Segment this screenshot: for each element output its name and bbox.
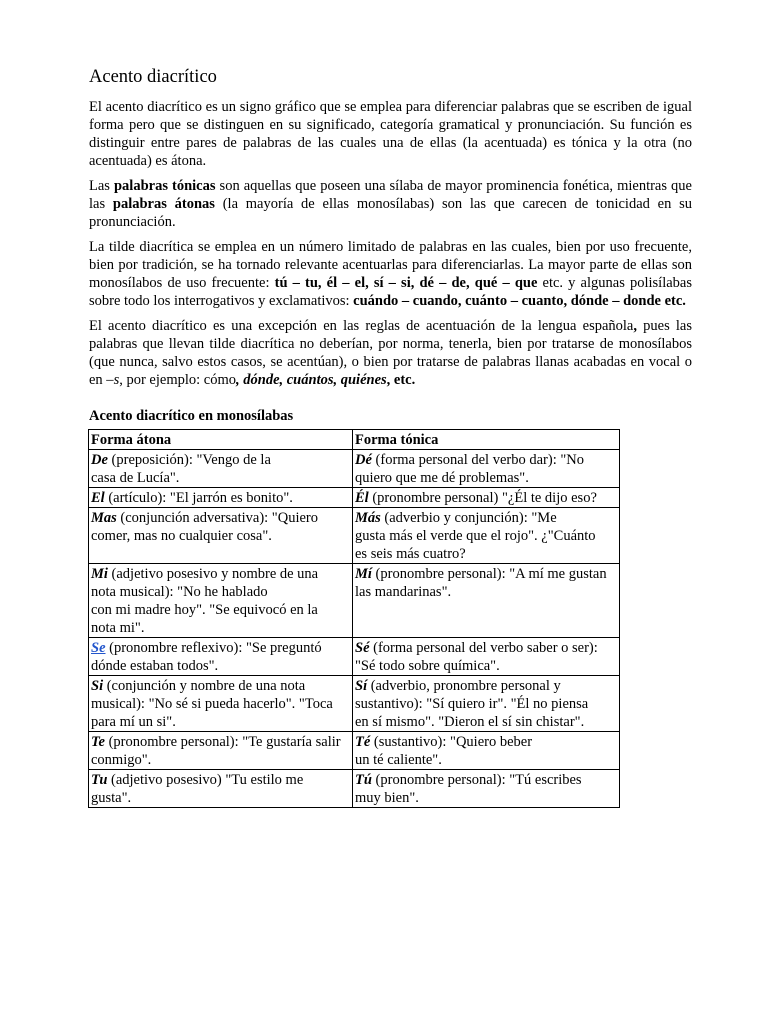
monosyllable-accent-table (88, 429, 620, 808)
term-description: (conjunción adversativa): "Quiero comer, mas no cualquier cosa". (91, 510, 318, 544)
header-forma-tonica: Forma tónica (353, 430, 620, 450)
cell-atona (89, 564, 353, 638)
term: Tú (355, 772, 372, 788)
table-row (89, 770, 620, 808)
bold-text: cuándo – cuando, cuánto – cuanto, dónde – donde etc. (353, 293, 686, 309)
cell-tonica (353, 450, 620, 488)
term-description: (adjetivo posesivo) "Tu estilo me gusta". (91, 772, 304, 806)
italic-text: s (113, 372, 120, 388)
paragraph-tonic-atonic (89, 177, 692, 231)
table-caption: Acento diacrítico en monosílabas (89, 408, 294, 424)
term-description: (artículo): "El jarrón es bonito". (104, 490, 293, 506)
term: Él (355, 490, 369, 506)
bold-text: tú – tu, él – el, sí – si, dé – de, qué – que (274, 275, 538, 291)
term: El (91, 490, 105, 506)
bold-text: palabras átonas (112, 196, 215, 212)
term-description: (pronombre personal): "A mí me gustan las mandarinas". (355, 566, 607, 600)
table-row (89, 508, 620, 564)
paragraph-text: (la mayoría de ellas monosílabas) son las que carecen de tonicidad en su pronunciación. (89, 196, 693, 230)
cell-tonica (353, 508, 620, 564)
term: Dé (355, 452, 372, 468)
cell-tonica (353, 732, 620, 770)
term: Tu (91, 772, 108, 788)
bold-italic-text: , dónde, cuántos, quiénes (236, 372, 387, 388)
paragraph-exception (89, 317, 692, 389)
term-description: (adverbio, pronombre personal y sustantivo): "Sí quiero ir". "Él no piensa en sí mismo". "Dieron el sí sin chistar". (355, 678, 589, 730)
cell-atona (89, 450, 353, 488)
paragraph-text: etc. y algunas polisílabas sobre todo los interrogativos y exclamativos: (89, 275, 693, 309)
table-row (89, 676, 620, 732)
bold-text: , etc. (386, 372, 416, 388)
bold-text: palabras tónicas (113, 178, 216, 194)
cell-tonica (353, 488, 620, 508)
term: Sé (355, 640, 370, 656)
term: Mas (91, 510, 117, 526)
document-title: Acento diacrítico (89, 67, 217, 87)
paragraph-text: Las (89, 178, 114, 194)
term-description: (pronombre personal): "Te gustaría salir conmigo". (91, 734, 341, 768)
table-row (89, 488, 620, 508)
paragraph-text: La tilde diacrítica se emplea en un número limitado de palabras en las cuales, bien por uso frecuente, bien por tradición, se ha tornado relevante acentuarlas para diferenciarlas. La mayor parte de ellas son monosílabos de uso frecuente: (89, 239, 692, 291)
term-description: (pronombre personal): "Tú escribes muy bien". (355, 772, 582, 806)
table-row (89, 450, 620, 488)
cell-tonica (353, 564, 620, 638)
cell-atona (89, 732, 353, 770)
cell-atona (89, 508, 353, 564)
cell-atona (89, 638, 353, 676)
term-description: (adjetivo posesivo y nombre de una nota musical): "No he hablado con mi madre hoy". "Se equivocó en la nota mi". (91, 566, 319, 636)
term-description: (pronombre reflexivo): "Se preguntó dónde estaban todos". (91, 640, 322, 674)
term-description: (conjunción y nombre de una nota musical): "No sé si pueda hacerlo". "Toca para mí un si". (91, 678, 333, 730)
document-content (89, 66, 692, 808)
term: Mi (91, 566, 108, 582)
paragraph-text: El acento diacrítico es una excepción en las reglas de acentuación de la lengua española (89, 318, 634, 334)
cell-atona (89, 488, 353, 508)
term-description: (preposición): "Vengo de la casa de Lucía". (91, 452, 271, 486)
table-row (89, 564, 620, 638)
cell-atona (89, 770, 353, 808)
paragraph-text: , por ejemplo: cómo (119, 372, 236, 388)
term-description: (forma personal del verbo saber o ser): "Sé todo sobre química". (355, 640, 598, 674)
term: Té (355, 734, 371, 750)
term: De (91, 452, 108, 468)
cell-atona (89, 676, 353, 732)
paragraph-text: son aquellas que poseen una sílaba de mayor prominencia fonética, mientras que las (89, 178, 692, 212)
table-row (89, 732, 620, 770)
cell-tonica (353, 770, 620, 808)
term-description: (forma personal del verbo dar): "No quiero que me dé problemas". (355, 452, 584, 486)
term: Si (91, 678, 104, 694)
term-description: (adverbio y conjunción): "Me gusta más el verde que el rojo". ¿"Cuánto es seis más cuatro? (355, 510, 596, 562)
term: Mí (355, 566, 372, 582)
bold-text: , (633, 318, 637, 334)
paragraph-definition: El acento diacrítico es un signo gráfico que se emplea para diferenciar palabras que se escriben de igual forma pero que se distinguen en su significado, categoría gramatical y pronunciación. Su función es distinguir entre pares de palabras de las cuales una de ellas (la acentuada) es tónica y la otra (no acentuada) es átona. (89, 99, 692, 169)
term-description: (sustantivo): "Quiero beber un té caliente". (355, 734, 533, 768)
term: Sí (355, 678, 368, 694)
table-row (89, 638, 620, 676)
header-forma-atona: Forma átona (89, 430, 353, 450)
paragraph-usage (89, 238, 692, 310)
term: Más (355, 510, 381, 526)
cell-tonica (353, 638, 620, 676)
table-header-row (89, 430, 620, 450)
paragraph-text: pues las palabras que llevan tilde diacrítica no deberían, por norma, tenerla, bien por tratarse de monosílabos (que nunca, salvo estos casos, se acentúan), o bien por tratarse de palabras llanas acabadas en vocal o en – (89, 318, 693, 388)
term-link[interactable]: Se (91, 640, 106, 656)
term-description: (pronombre personal) "¿Él te dijo eso? (368, 490, 597, 506)
term: Te (91, 734, 105, 750)
cell-tonica (353, 676, 620, 732)
